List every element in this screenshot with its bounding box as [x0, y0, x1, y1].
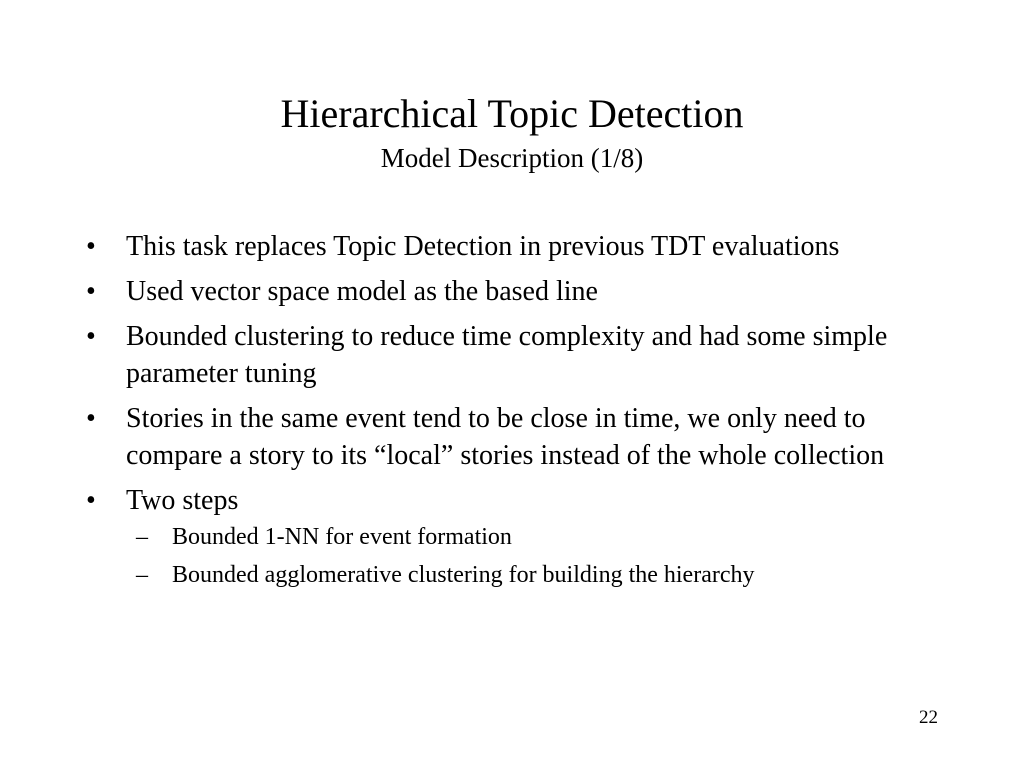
- slide-title: Hierarchical Topic Detection: [280, 91, 744, 136]
- bullet-item: [86, 318, 936, 392]
- bullet-text: Bounded clustering to reduce time complexity and had some simple parameter tuning: [126, 321, 888, 389]
- bullet-item: [86, 228, 936, 265]
- sub-bullet-item: [126, 559, 936, 591]
- slide-content: [86, 228, 936, 599]
- slide-subtitle: Model Description (1/8): [380, 143, 644, 173]
- bullet-item: [86, 400, 936, 474]
- page-number: 22: [919, 707, 938, 728]
- bullet-text: Stories in the same event tend to be close in time, we only need to compare a story to its “local” stories instead of the whole collection: [126, 403, 885, 471]
- bullet-item: [86, 273, 936, 310]
- bullet-dot-icon: •: [86, 276, 96, 307]
- bullet-text: This task replaces Topic Detection in previous TDT evaluations: [126, 231, 840, 262]
- bullet-dot-icon: •: [86, 485, 96, 516]
- dash-icon: –: [136, 562, 148, 588]
- dash-icon: –: [136, 524, 148, 550]
- title-block: [0, 88, 1024, 176]
- bullet-text: Two steps: [126, 485, 239, 516]
- sub-bullet-item: [126, 521, 936, 553]
- sub-bullet-text: Bounded agglomerative clustering for building the hierarchy: [172, 562, 755, 588]
- bullet-dot-icon: •: [86, 403, 96, 434]
- bullet-list: [86, 228, 936, 591]
- bullet-item: [86, 482, 936, 591]
- sub-bullet-list: [126, 521, 936, 591]
- sub-bullet-text: Bounded 1-NN for event formation: [172, 524, 512, 550]
- bullet-text: Used vector space model as the based line: [126, 276, 598, 307]
- bullet-dot-icon: •: [86, 321, 96, 352]
- bullet-dot-icon: •: [86, 231, 96, 262]
